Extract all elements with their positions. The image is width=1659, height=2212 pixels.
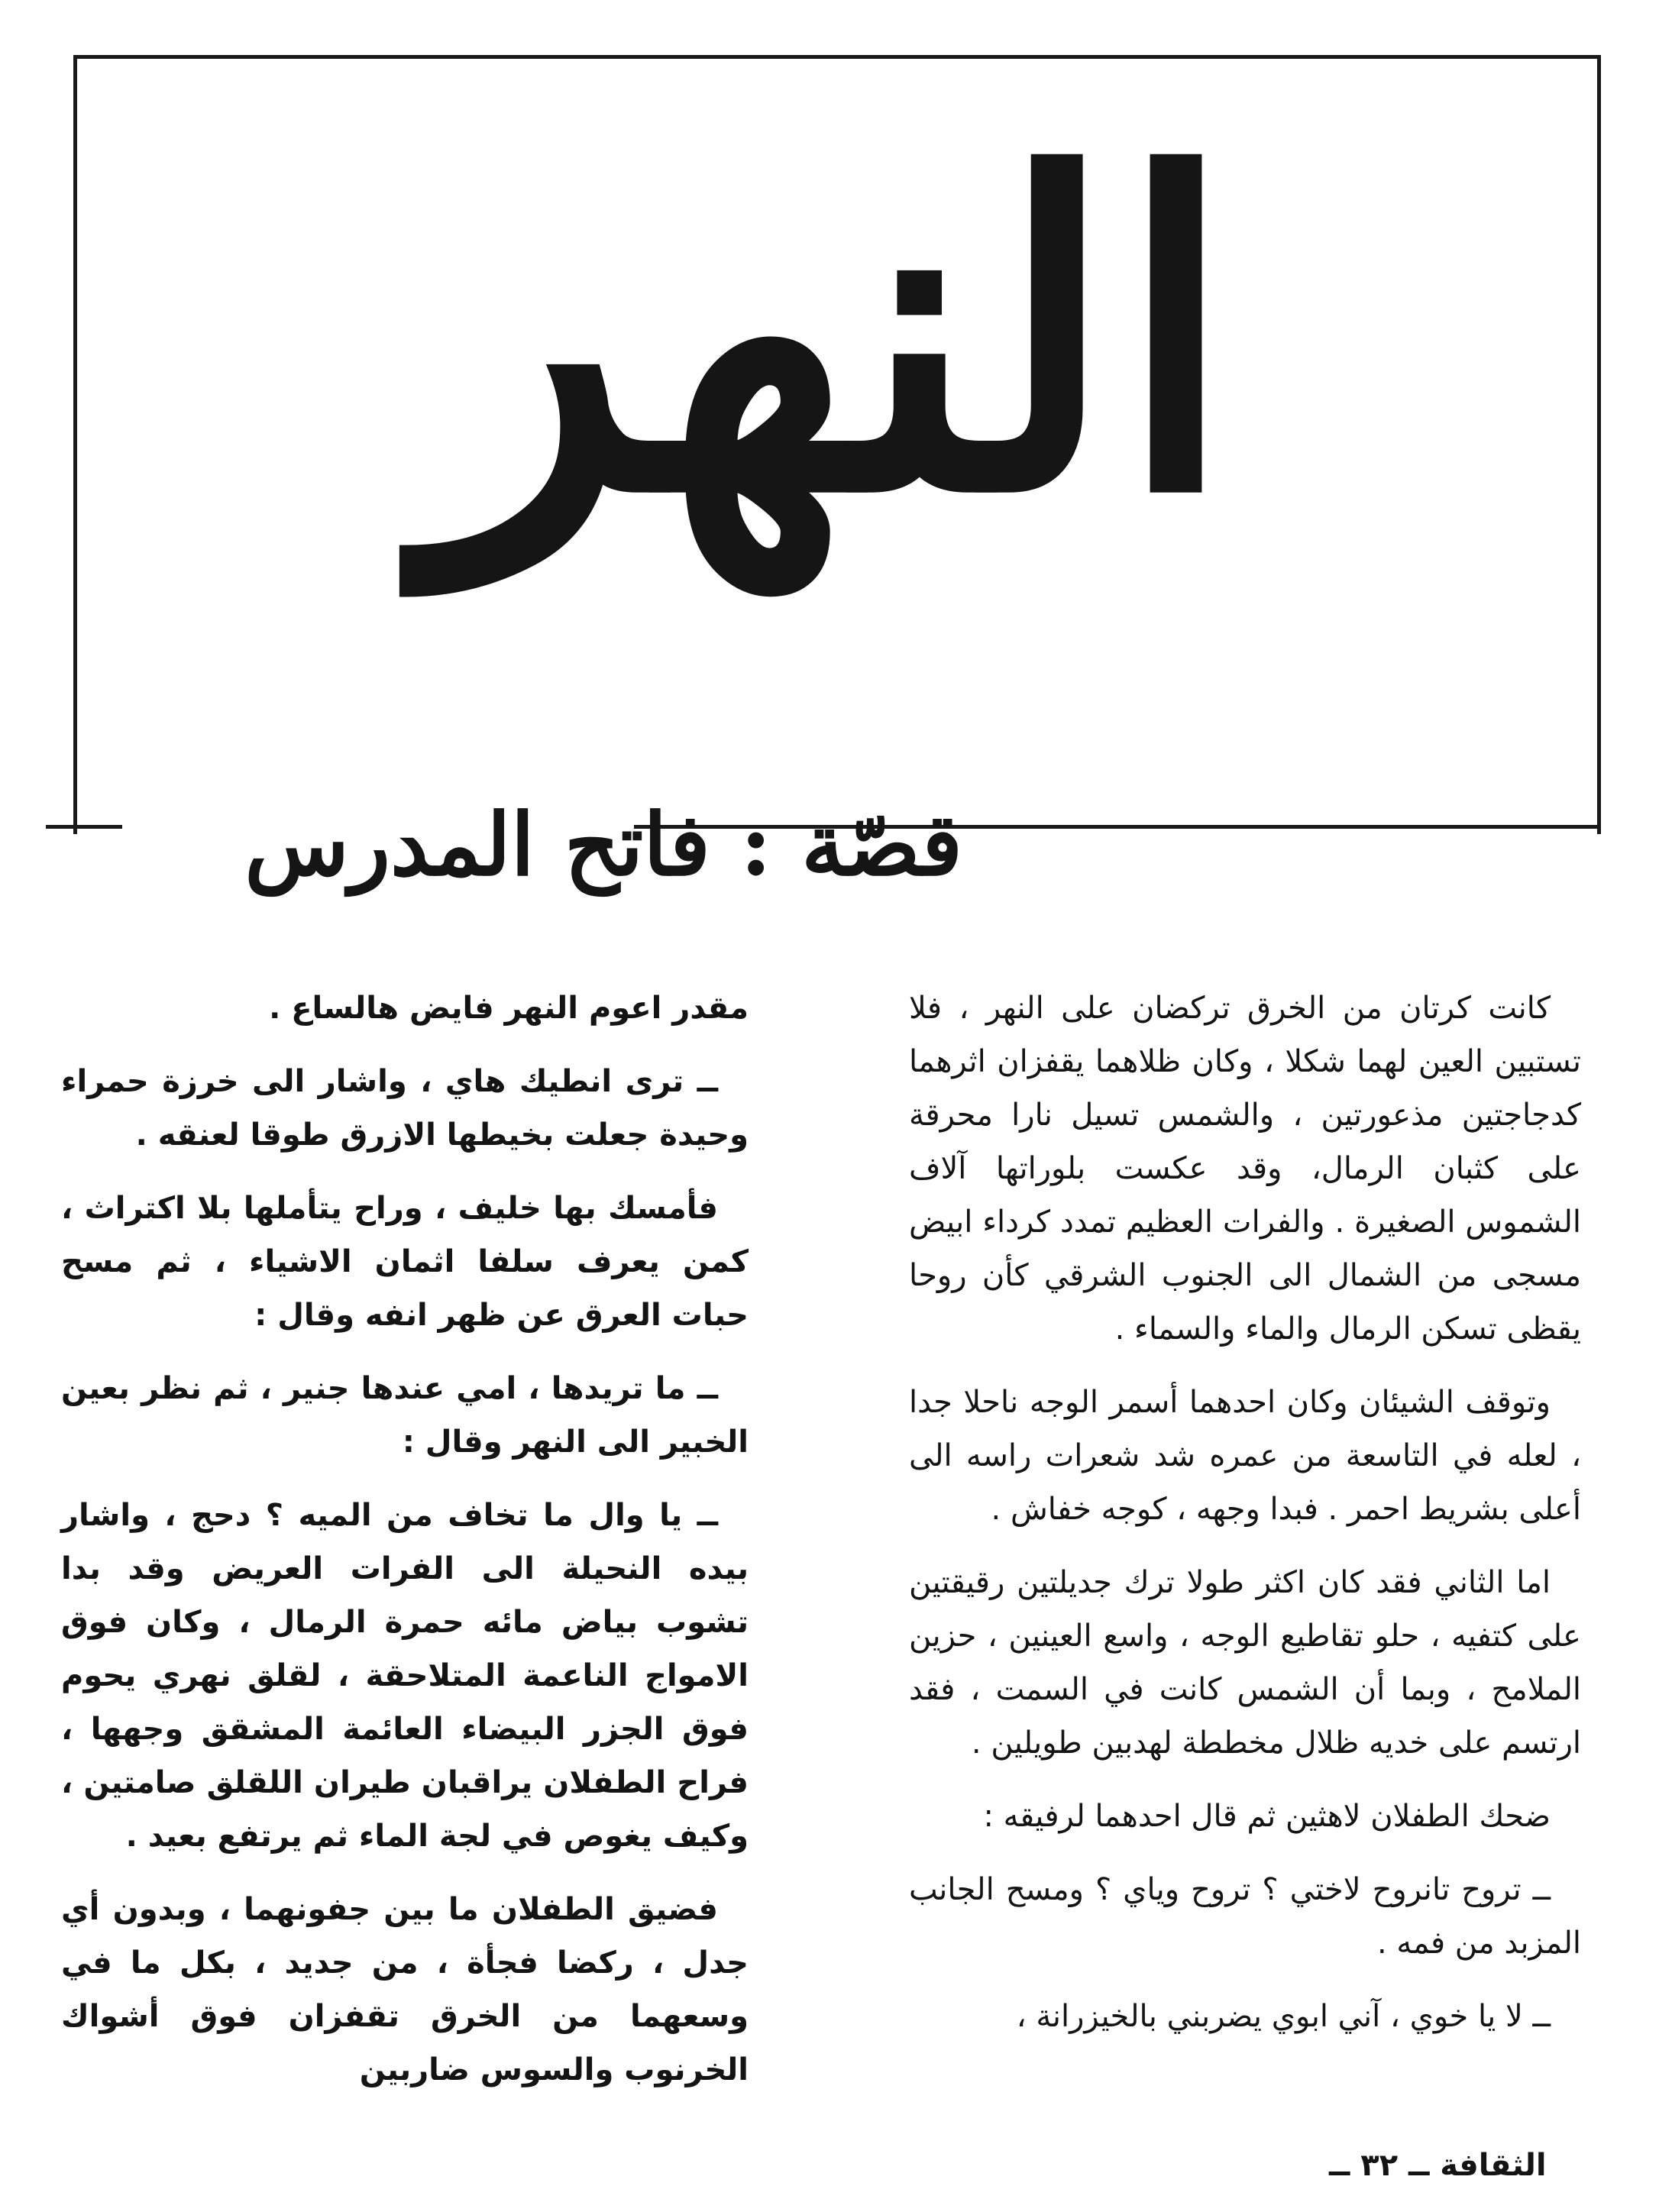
paragraph: فضيق الطفلان ما بين جفونهما ، وبدون أي جدل ، ركضا فجأة ، من جديد ، بكل ما في وسعهما من الخرق تقفزان فوق أشواك الخرنوب والسوس ضاربين xyxy=(61,1892,749,2087)
right-text-column xyxy=(909,981,1581,2063)
paragraph: ــ لا يا خوي ، آني ابوي يضربني بالخيزرانة ، xyxy=(1016,1999,1551,2034)
paragraph: فأمسك بها خليف ، وراح يتأملها بلا اكتراث ، كمن يعرف سلفا اثمان الاشياء ، ثم مسح حبات العرق عن ظهر انفه وقال : xyxy=(61,1191,749,1333)
paragraph: ــ تروح تانروح لاختي ؟ تروح وياي ؟ ومسح الجانب المزبد من فمه . xyxy=(909,1872,1581,1961)
paragraph: ــ ترى انطيك هاي ، واشار الى خرزة حمراء وحيدة جعلت بخيطها الازرق طوقا لعنقه . xyxy=(61,1064,749,1153)
story-byline: قصّة : فاتح المدرس xyxy=(244,795,962,895)
paragraph: اما الثاني فقد كان اكثر طولا ترك جديلتين رقيقتين على كتفيه ، حلو تقاطيع الوجه ، واسع العينين ، حزين الملامح ، وبما أن الشمس كانت في السمت ، فقد ارتسم على خديه ظلال مخططة لهدبين طويلين . xyxy=(909,1565,1581,1761)
story-title: النهر xyxy=(423,85,1236,587)
paragraph: مقدر اعوم النهر فايض هالساع . xyxy=(269,991,749,1026)
paragraph: ــ يا وال ما تخاف من الميه ؟ دحج ، واشار بيده النحيلة الى الفرات العريض وقد بدا تشوب بياض مائه حمرة الرمال ، وكان فوق الامواج الناعمة المتلاحقة ، لقلق نهري يحوم فوق الجزر البيضاء العائمة المشقق وجهها ، فراح الطفلان يراقبان طيران اللقلق صامتين ، وكيف يغوص في لجة الماء ثم يرتفع بعيد . xyxy=(61,1498,749,1854)
paragraph: كانت كرتان من الخرق تركضان على النهر ، فلا تستبين العين لهما شكلا ، وكان ظلاهما يقفزان اثرهما كدجاجتين مذعورتين ، والشمس تسيل نارا محرقة على كثبان الرمال، وقد عكست بلوراتها آلاف الشموس الصغيرة . والفرات العظيم تمدد كرداء ابيض مسجى من الشمال الى الجنوب الشرقي كأن روحا يقظى تسكن الرمال والماء والسماء . xyxy=(909,991,1581,1347)
left-text-column xyxy=(61,981,749,2117)
paragraph: ــ ما تريدها ، امي عندها جنير ، ثم نظر بعين الخبير الى النهر وقال : xyxy=(61,1371,749,1460)
page-footer: الثقافة ــ ٣٢ ــ xyxy=(1329,2148,1547,2183)
frame-bottom-rule-left xyxy=(46,825,122,829)
paragraph: ضحك الطفلان لاهثين ثم قال احدهما لرفيقه : xyxy=(983,1799,1551,1834)
paragraph: وتوقف الشيئان وكان احدهما أسمر الوجه ناحلا جدا ، لعله في التاسعة من عمره شد شعرات راسه الى أعلى بشريط احمر . فبدا وجهه ، كوجه خفاش . xyxy=(909,1385,1581,1527)
